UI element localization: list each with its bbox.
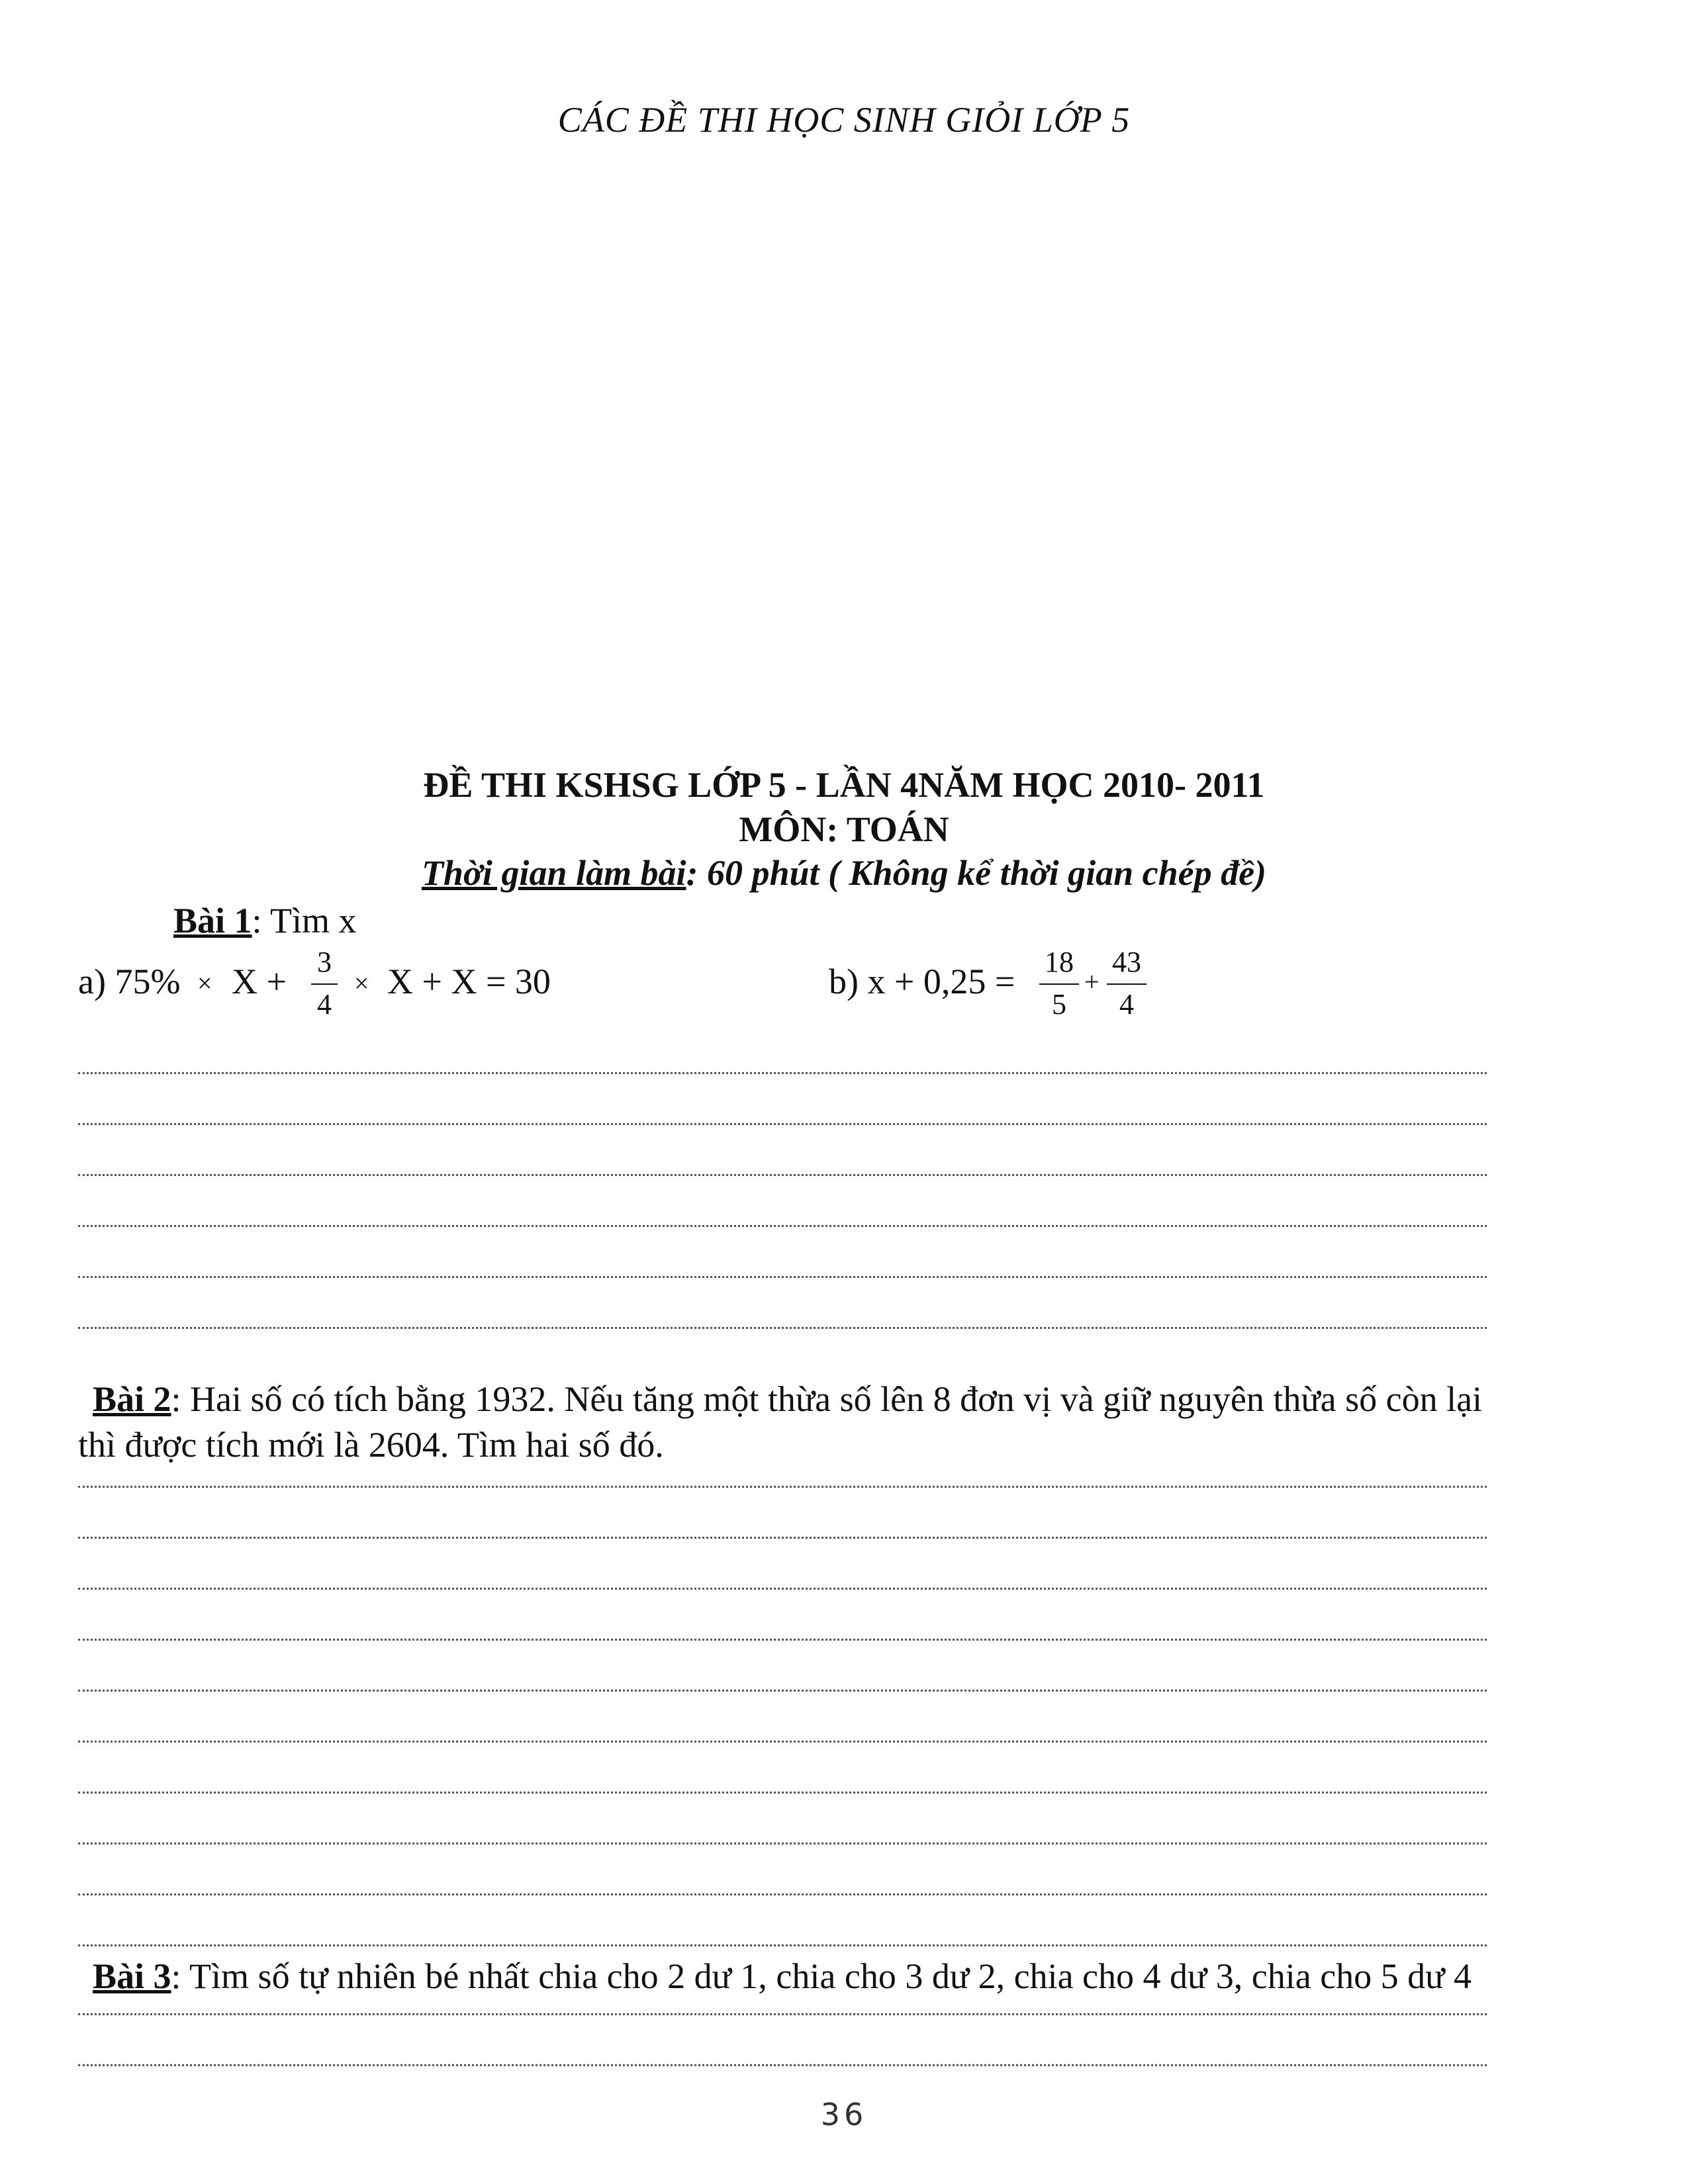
page-number: 36 [820,2097,868,2132]
page-header-title: CÁC ĐỀ THI HỌC SINH GIỎI LỚP 5 [557,100,1131,140]
fraction-numerator: 18 [1045,946,1074,978]
answer-line [78,1174,1487,1176]
bai1-a-x1: X + [232,962,287,1001]
bai1-a-prefix: a) 75% [78,962,181,1001]
fraction-denominator: 4 [317,988,332,1021]
times-sign: × [354,968,369,998]
bai3-text: : Tìm số tự nhiên bé nhất chia cho 2 dư 1, chia cho 3 dư 2, chia cho 4 dư 3, chia cho 5 dư 4 [171,1956,1472,1996]
answer-line [78,1327,1487,1329]
answer-line [78,1537,1487,1539]
answer-line [78,1072,1487,1074]
exam-time-line [0,852,1688,893]
bai1-heading [173,900,357,941]
answer-line [78,1741,1487,1743]
exam-subject: MÔN: TOÁN [739,809,949,849]
fraction-18-5 [1039,948,1079,1019]
times-sign: × [197,968,212,998]
plus-sign: + [1084,967,1100,997]
answer-line [78,1639,1487,1641]
answer-line [78,2013,1487,2015]
time-label: Thời gian làm bài [421,853,686,893]
bai3-line [93,1956,1472,1997]
fraction-denominator: 4 [1119,988,1134,1021]
fraction-numerator: 43 [1112,946,1141,978]
answer-line [78,1792,1487,1794]
answer-line [78,1893,1487,1895]
answer-line [78,1588,1487,1590]
answer-line [78,1944,1487,1946]
fraction-3-4 [311,948,338,1019]
fraction-bar [311,983,338,985]
bai2-text-line1: : Hai số có tích bằng 1932. Nếu tăng một thừa số lên 8 đơn vị và giữ nguyên thừa số còn lại [171,1379,1483,1419]
bai1-label: Bài 1 [173,901,252,940]
bai2-text-line2: thì được tích mới là 2604. Tìm hai số đó. [78,1425,664,1465]
time-value: : 60 phút ( Không kể thời gian chép đề) [686,853,1267,893]
answer-line [78,1486,1487,1488]
answer-line [78,1690,1487,1692]
fraction-43-4 [1107,948,1147,1019]
fraction-numerator: 3 [317,946,332,978]
answer-line [78,1276,1487,1278]
answer-line [78,1225,1487,1227]
fraction-bar [1107,983,1147,985]
answer-line [78,1123,1487,1125]
fraction-bar [1039,983,1079,985]
answer-line [78,2064,1487,2066]
bai1-a-rest: X + X = 30 [387,962,551,1001]
exam-title: ĐỀ THI KSHSG LỚP 5 - LẦN 4NĂM HỌC 2010- 2011 [423,765,1265,805]
bai2-label: Bài 2 [93,1379,171,1419]
answer-line [78,1843,1487,1844]
bai2-line1 [93,1379,1482,1420]
bai1-b-prefix: b) x + 0,25 = [829,962,1015,1001]
bai1-text: : Tìm x [252,901,357,940]
fraction-denominator: 5 [1052,988,1066,1021]
bai3-label: Bài 3 [93,1956,171,1996]
